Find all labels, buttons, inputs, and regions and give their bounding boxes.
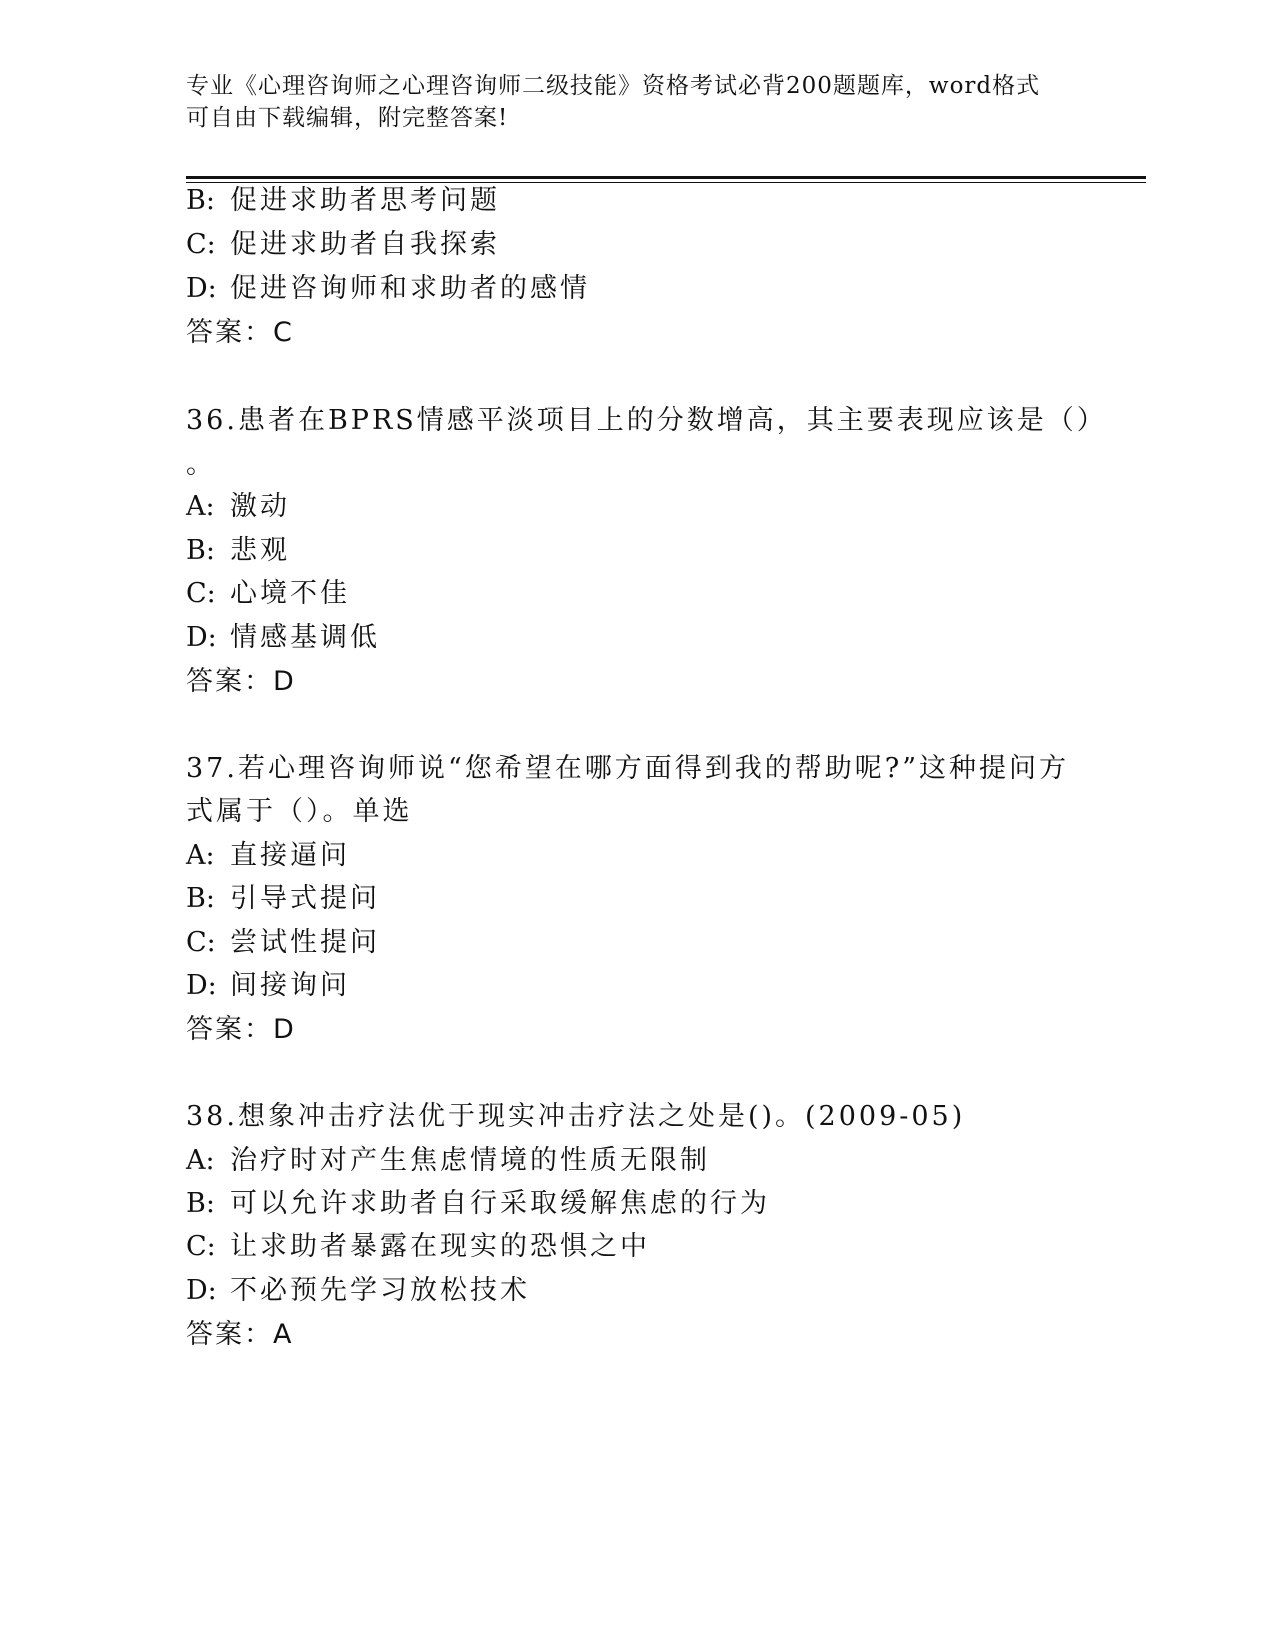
option-letter: B: <box>186 883 215 914</box>
q37-option-a <box>186 838 350 874</box>
option-text: 激动 <box>230 491 290 522</box>
option-text: 直接逼问 <box>230 840 350 871</box>
option-text: 让求助者暴露在现实的恐惧之中 <box>230 1231 650 1262</box>
q37-stem-line-2: 式属于（）。单选 <box>186 796 413 827</box>
q38-answer: 答案：A <box>186 1319 294 1350</box>
option-text: 尝试性提问 <box>230 927 380 958</box>
q38-option-c <box>186 1229 650 1265</box>
q36-stem-line-1: 36.患者在BPRS情感平淡项目上的分数增高，其主要表现应该是（） <box>186 405 1107 436</box>
q37-option-b <box>186 881 380 917</box>
option-text: 治疗时对产生焦虑情境的性质无限制 <box>230 1145 710 1176</box>
option-letter: B: <box>186 185 215 216</box>
q37-answer: 答案：D <box>186 1014 296 1045</box>
prev-option-d <box>186 271 590 307</box>
document-header <box>186 70 1066 134</box>
q36-stem-line-2: 。 <box>186 449 216 480</box>
option-letter: D: <box>186 622 217 653</box>
q38-stem-line-1: 38.想象冲击疗法优于现实冲击疗法之处是()。(2009-05) <box>186 1101 966 1132</box>
q36-option-a <box>186 489 290 525</box>
q38-option-b <box>186 1186 770 1222</box>
option-letter: D: <box>186 273 217 304</box>
q36-option-b <box>186 533 290 569</box>
option-letter: A: <box>186 840 215 871</box>
q36-option-d <box>186 620 380 656</box>
header-rule-thick <box>186 176 1146 179</box>
option-letter: D: <box>186 970 217 1001</box>
option-text: 促进求助者自我探索 <box>230 229 500 260</box>
option-text: 不必预先学习放松技术 <box>230 1275 530 1306</box>
prev-option-c <box>186 227 500 263</box>
q36-answer: 答案：D <box>186 666 296 697</box>
q37-option-c <box>186 925 380 961</box>
option-text: 促进咨询师和求助者的感情 <box>230 273 590 304</box>
header-line-1: 专业《心理咨询师之心理咨询师二级技能》资格考试必背200题题库，word格式 <box>186 73 1041 99</box>
option-letter: A: <box>186 1145 215 1176</box>
header-line-2: 可自由下载编辑，附完整答案! <box>186 105 509 131</box>
option-text: 引导式提问 <box>230 883 380 914</box>
prev-option-b <box>186 183 500 219</box>
option-text: 悲观 <box>230 535 290 566</box>
q37-option-d <box>186 968 350 1004</box>
option-letter: C: <box>186 927 216 958</box>
q37-stem-line-1: 37.若心理咨询师说“您希望在哪方面得到我的帮助呢?”这种提问方 <box>186 753 1070 784</box>
option-letter: A: <box>186 491 215 522</box>
option-letter: C: <box>186 578 216 609</box>
option-text: 可以允许求助者自行采取缓解焦虑的行为 <box>230 1188 770 1219</box>
option-letter: D: <box>186 1275 217 1306</box>
q38-option-a <box>186 1143 710 1179</box>
option-letter: C: <box>186 229 216 260</box>
q38-option-d <box>186 1273 530 1309</box>
q36-option-c <box>186 576 350 612</box>
option-text: 心境不佳 <box>230 578 350 609</box>
prev-answer: 答案：C <box>186 317 294 348</box>
option-letter: B: <box>186 1188 215 1219</box>
option-text: 间接询问 <box>230 970 350 1001</box>
option-text: 情感基调低 <box>230 622 380 653</box>
option-letter: C: <box>186 1231 216 1262</box>
option-text: 促进求助者思考问题 <box>230 185 500 216</box>
option-letter: B: <box>186 535 215 566</box>
